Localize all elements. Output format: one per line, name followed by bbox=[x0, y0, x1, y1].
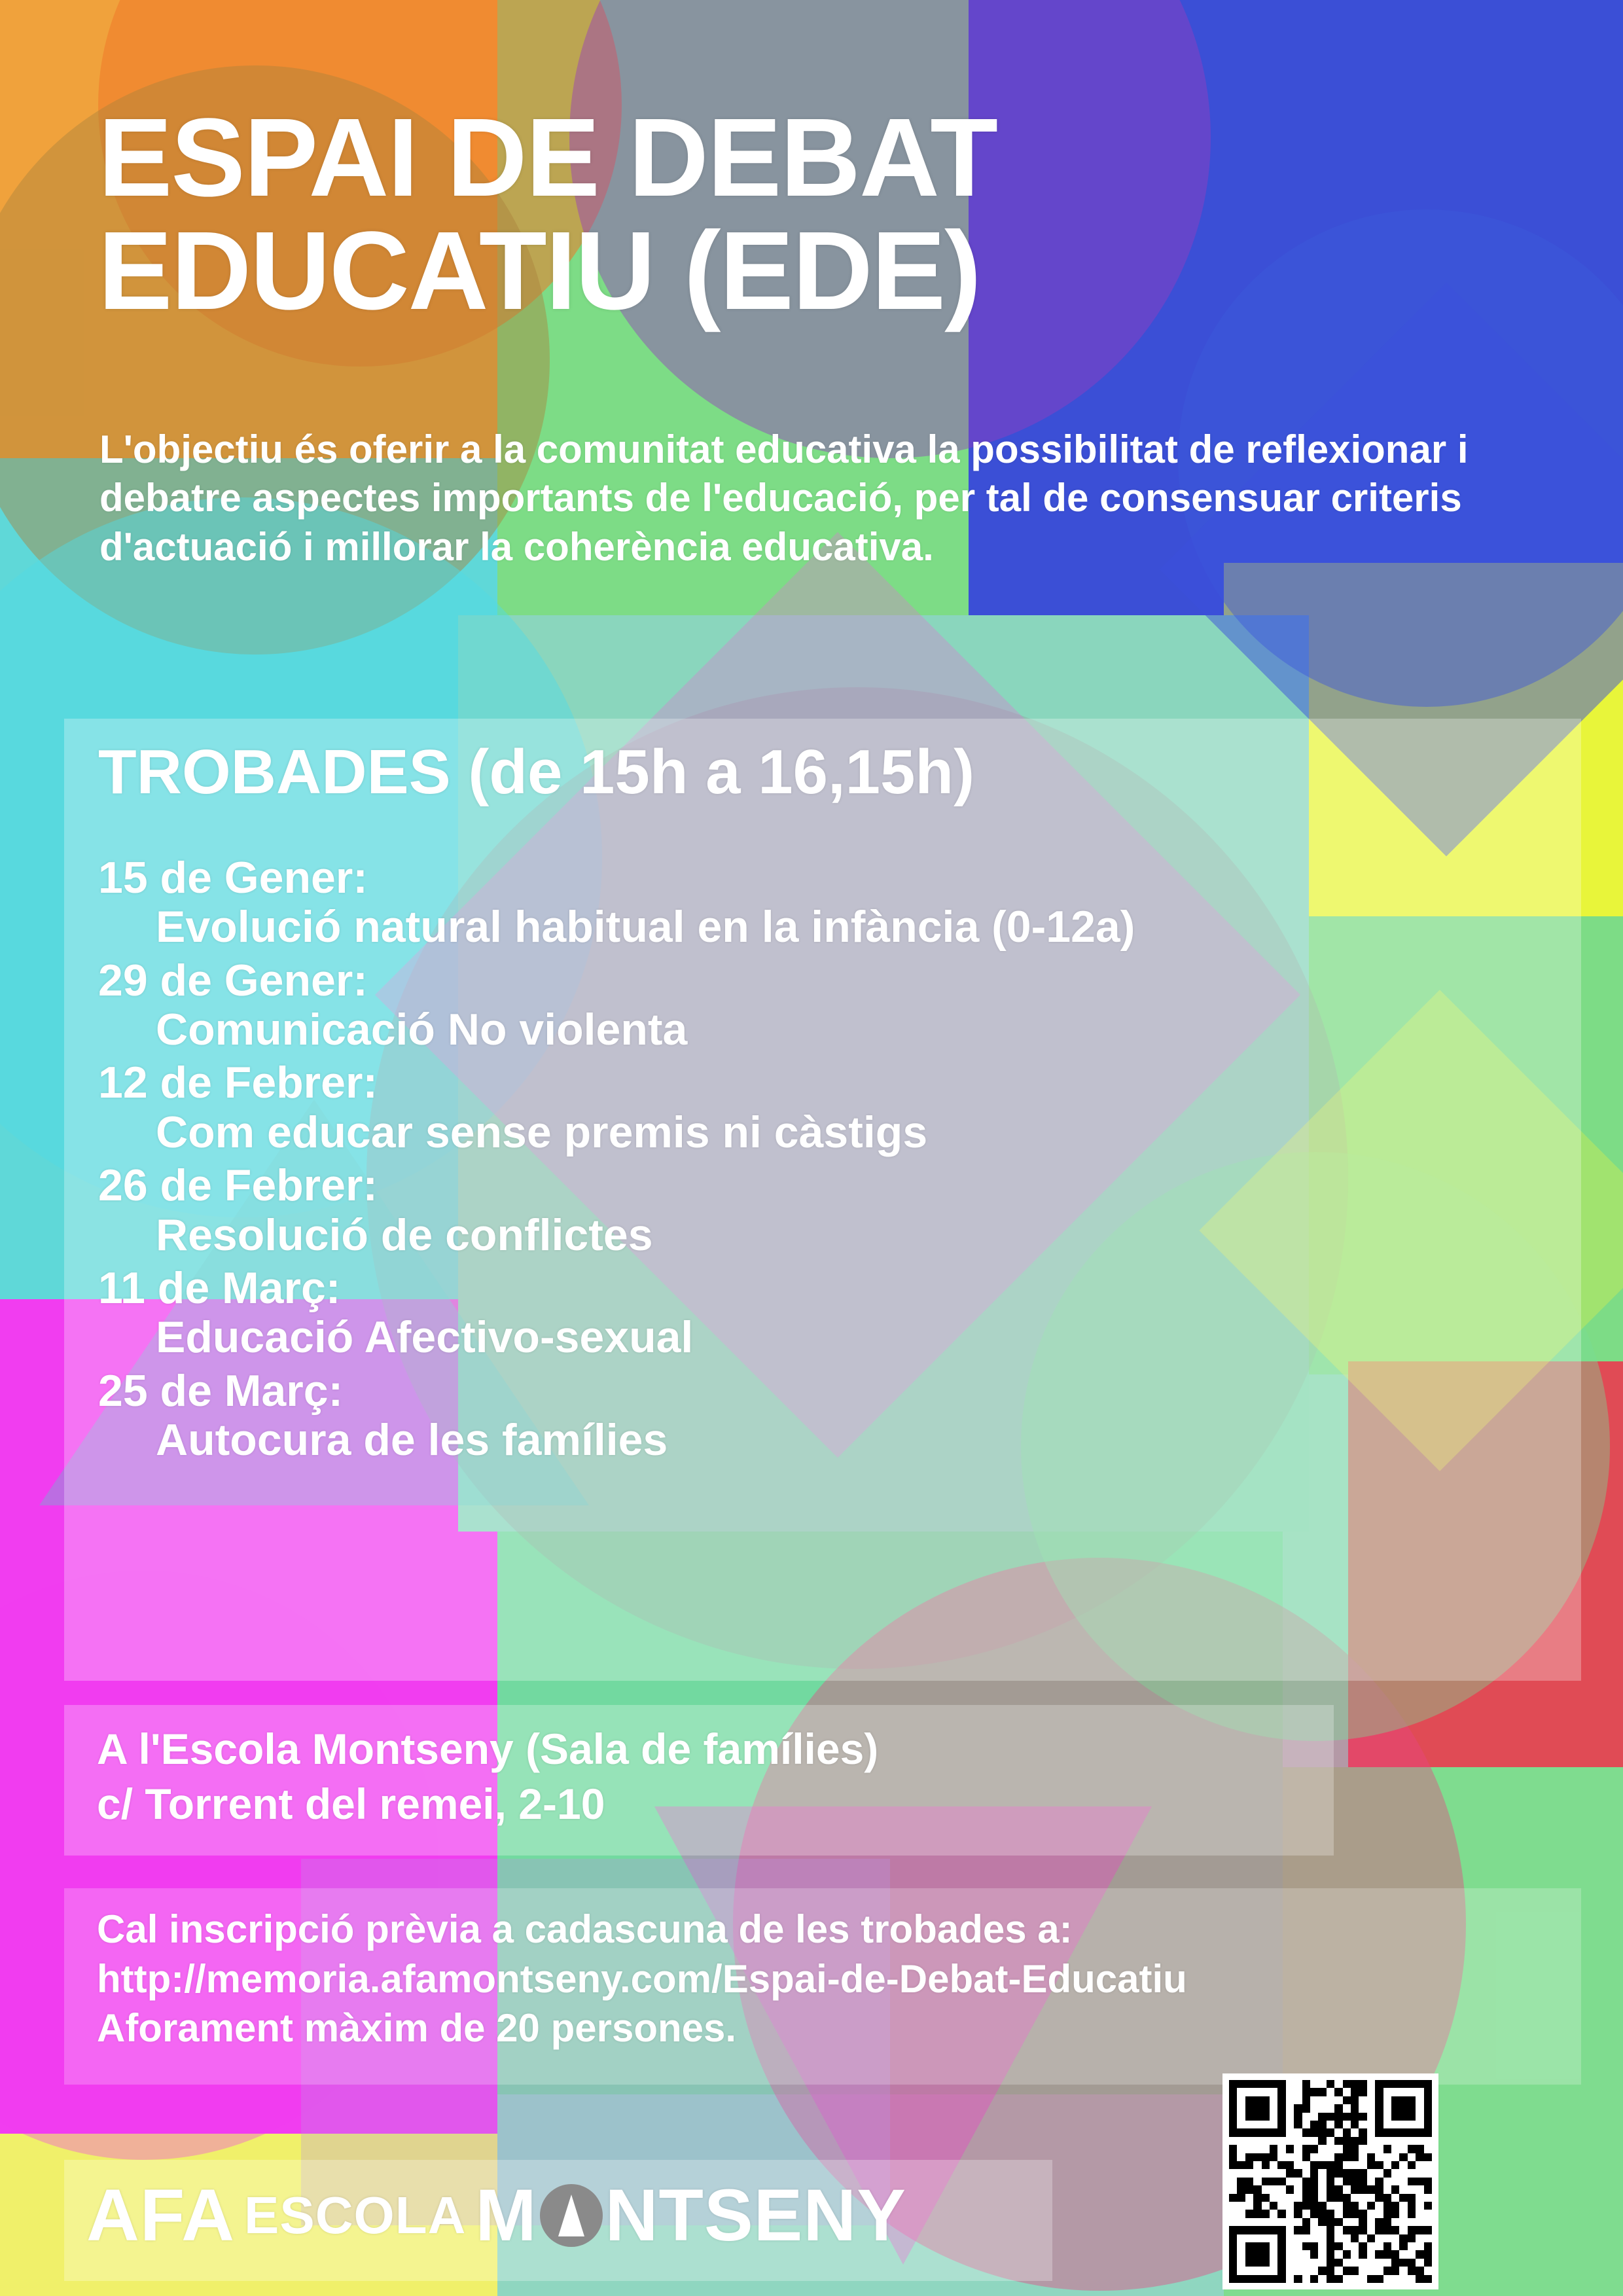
meetings-heading: TROBADES (de 15h a 16,15h) bbox=[98, 737, 975, 807]
session-date: 15 de Gener: bbox=[98, 853, 368, 903]
qr-code[interactable] bbox=[1222, 2073, 1438, 2289]
venue-block bbox=[97, 1721, 1406, 1832]
session-topic: Resolució de conflictes bbox=[156, 1210, 653, 1260]
session-date: 25 de Març: bbox=[98, 1365, 344, 1416]
session-topic: Com educar sense premis ni càstigs bbox=[156, 1107, 928, 1157]
signup-capacity: Aforament màxim de 20 persones. bbox=[97, 2006, 737, 2051]
session-topic: Evolució natural habitual en la infància (0-12a) bbox=[156, 902, 1135, 952]
logo-ontseny-text: NTSENY bbox=[605, 2174, 906, 2256]
logo-afa-text: AFA bbox=[86, 2174, 235, 2256]
session-topic: Educació Afectivo-sexual bbox=[156, 1312, 694, 1363]
logo-m-text: M bbox=[475, 2174, 537, 2256]
session-date: 11 de Març: bbox=[98, 1263, 341, 1313]
session-topic: Autocura de les famílies bbox=[156, 1414, 668, 1465]
venue-line-1: A l'Escola Montseny (Sala de famílies) bbox=[97, 1725, 879, 1773]
logo-escola-text: ESCOLA bbox=[244, 2185, 467, 2244]
session-date: 12 de Febrer: bbox=[98, 1058, 378, 1108]
session-topic: Comunicació No violenta bbox=[156, 1005, 688, 1055]
signup-line-1: Cal inscripció prèvia a cadascuna de les trobades a: bbox=[97, 1907, 1073, 1951]
montseny-mountain-icon bbox=[540, 2184, 603, 2247]
session-date: 26 de Febrer: bbox=[98, 1160, 378, 1211]
signup-block bbox=[97, 1905, 1569, 2053]
afa-logo bbox=[86, 2173, 906, 2257]
venue-line-2: c/ Torrent del remei, 2-10 bbox=[97, 1780, 605, 1829]
qr-code-grid bbox=[1229, 2080, 1432, 2283]
sessions-list bbox=[98, 848, 1538, 1463]
signup-url[interactable]: http://memoria.afamontseny.com/Espai-de-Debat-Educatiu bbox=[97, 1956, 1187, 2001]
intro-paragraph: L'objectiu és oferir a la comunitat educativa la possibilitat de reflexionar i debatre aspectes importants de l'educació, per tal de consensuar criteris d'actuació i millorar la coherència educativa. bbox=[99, 427, 1469, 569]
session-date: 29 de Gener: bbox=[98, 955, 368, 1005]
page-title: ESPAI DE DEBAT EDUCATIU (EDE) bbox=[98, 96, 997, 334]
